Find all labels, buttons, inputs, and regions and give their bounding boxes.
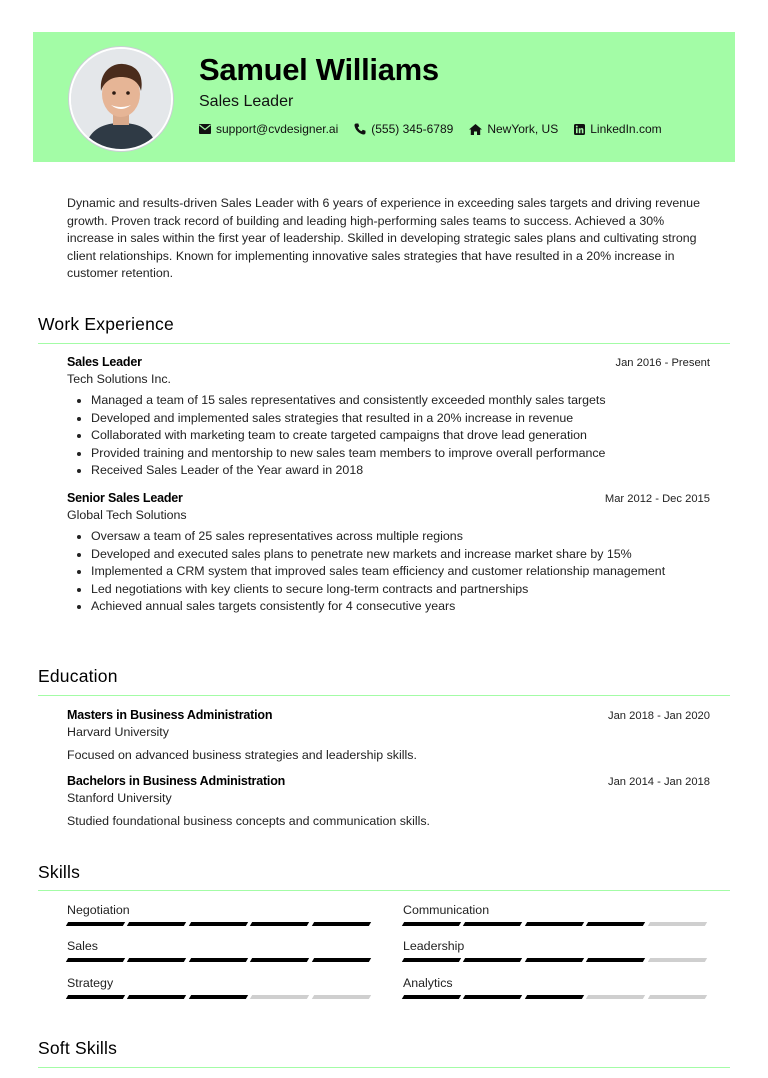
section-divider <box>38 1067 730 1068</box>
skill-name: Negotiation <box>67 903 130 917</box>
education-dates: Jan 2014 - Jan 2018 <box>607 776 710 788</box>
skill-segment-filled <box>311 922 371 926</box>
skill-segment-filled <box>463 995 523 999</box>
skills-heading: Skills <box>38 862 81 882</box>
skill-segment-filled <box>66 922 126 926</box>
company-name: Global Tech Solutions <box>67 508 187 522</box>
skill-name: Communication <box>403 903 490 917</box>
education-dates: Jan 2018 - Jan 2020 <box>607 710 710 722</box>
contact-row <box>199 122 678 136</box>
education-entry <box>67 708 710 762</box>
soft-skills-heading: Soft Skills <box>38 1038 118 1058</box>
list-item: • Provided training and mentorship to new sales team members to improve overall performance <box>91 445 710 463</box>
school-name: Harvard University <box>67 725 169 739</box>
linkedin-icon <box>574 124 585 135</box>
envelope-icon <box>199 124 211 134</box>
job-dates: Jan 2016 - Present <box>615 357 710 369</box>
list-item: • Oversaw a team of 25 sales representatives across multiple regions <box>91 528 710 546</box>
company-name: Tech Solutions Inc. <box>67 372 172 386</box>
profile-photo <box>69 47 173 151</box>
list-item: • Developed and executed sales plans to penetrate new markets and increase market share by 15% <box>91 546 710 564</box>
skill-segment-filled <box>127 958 187 962</box>
education-description: Focused on advanced business strategies and leadership skills. <box>67 748 417 762</box>
list-item: • Received Sales Leader of the Year award in 2018 <box>91 462 710 480</box>
job-entry <box>67 491 710 616</box>
list-item: • Led negotiations with key clients to secure long-term contracts and partnerships <box>91 581 710 599</box>
list-item: • Developed and implemented sales strategies that resulted in a 20% increase in revenue <box>91 410 710 428</box>
skill-segment-empty <box>586 995 646 999</box>
skill-segment-empty <box>311 995 371 999</box>
skill-level-bar <box>67 922 374 926</box>
skill-item <box>403 939 710 962</box>
job-entry <box>67 355 710 480</box>
skill-level-bar <box>67 995 374 999</box>
person-portrait-icon <box>71 49 171 149</box>
phone-icon <box>354 123 366 135</box>
skill-segment-filled <box>402 958 462 962</box>
skill-segment-filled <box>127 922 187 926</box>
home-icon <box>469 124 482 135</box>
skill-segment-filled <box>189 995 249 999</box>
skill-segment-filled <box>525 958 585 962</box>
skill-segment-filled <box>525 995 585 999</box>
skill-segment-empty <box>647 958 707 962</box>
skill-segment-empty <box>250 995 310 999</box>
skill-segment-filled <box>463 958 523 962</box>
skill-name: Analytics <box>403 976 453 990</box>
phone-text: (555) 345-6789 <box>371 122 454 136</box>
list-item: • Achieved annual sales targets consistently for 4 consecutive years <box>91 598 710 616</box>
skill-segment-empty <box>647 922 707 926</box>
skill-segment-filled <box>525 922 585 926</box>
section-divider <box>38 890 730 891</box>
education-description: Studied foundational business concepts and communication skills. <box>67 814 430 828</box>
skill-name: Strategy <box>67 976 114 990</box>
skill-segment-filled <box>463 922 523 926</box>
skill-segment-filled <box>66 995 126 999</box>
skill-item <box>67 976 374 999</box>
skill-segment-filled <box>250 958 310 962</box>
degree-name: Masters in Business Administration <box>67 708 273 722</box>
skill-segment-filled <box>127 995 187 999</box>
skill-name: Sales <box>67 939 98 953</box>
contact-phone[interactable] <box>354 122 453 136</box>
skill-segment-empty <box>647 995 707 999</box>
skill-segment-filled <box>311 958 371 962</box>
skill-segment-filled <box>586 958 646 962</box>
skill-level-bar <box>403 995 710 999</box>
job-role: Senior Sales Leader <box>67 491 183 505</box>
education-entry <box>67 774 710 828</box>
job-dates: Mar 2012 - Dec 2015 <box>604 493 710 505</box>
section-divider <box>38 695 730 696</box>
skill-item <box>403 903 710 926</box>
skill-level-bar <box>403 958 710 962</box>
skill-segment-filled <box>189 958 249 962</box>
job-title: Sales Leader <box>199 93 294 110</box>
skill-name: Leadership <box>403 939 465 953</box>
contact-email[interactable] <box>199 122 338 136</box>
location-text: NewYork, US <box>487 122 559 136</box>
linkedin-text: LinkedIn.com <box>590 122 662 136</box>
skill-item <box>403 976 710 999</box>
skill-level-bar <box>403 922 710 926</box>
header-banner <box>33 32 735 162</box>
skill-segment-filled <box>66 958 126 962</box>
school-name: Stanford University <box>67 791 172 805</box>
contact-location <box>469 122 558 136</box>
work-experience-heading: Work Experience <box>38 314 174 334</box>
email-text: support@cvdesigner.ai <box>216 122 339 136</box>
profile-summary: Dynamic and results-driven Sales Leader with 6 years of experience in exceeding sales targets and driving revenue growth. Proven track record of building and leading high-performing sales teams to success. Achieved a 30% increase in sales within the first year of leadership. Skilled in developing strategic sales plans and cultivating strong client relationships. Known for implementing innovative sales strategies that have resulted in a 20% increase in customer retention. <box>67 196 700 280</box>
skill-segment-filled <box>189 922 249 926</box>
skill-level-bar <box>67 958 374 962</box>
degree-name: Bachelors in Business Administration <box>67 774 286 788</box>
section-divider <box>38 343 730 344</box>
skill-segment-filled <box>250 922 310 926</box>
job-bullets <box>67 392 710 480</box>
job-role: Sales Leader <box>67 355 142 369</box>
list-item: • Implemented a CRM system that improved sales team efficiency and customer relationship management <box>91 563 710 581</box>
contact-linkedin[interactable] <box>574 122 661 136</box>
education-heading: Education <box>38 666 118 686</box>
skill-segment-filled <box>586 922 646 926</box>
skill-item <box>67 903 374 926</box>
job-bullets <box>67 528 710 616</box>
list-item: • Managed a team of 15 sales representatives and consistently exceeded monthly sales targets <box>91 392 710 410</box>
skill-segment-filled <box>402 922 462 926</box>
candidate-name: Samuel Williams <box>199 52 439 87</box>
list-item: • Collaborated with marketing team to create targeted campaigns that drove lead generation <box>91 427 710 445</box>
skill-item <box>67 939 374 962</box>
skill-segment-filled <box>402 995 462 999</box>
